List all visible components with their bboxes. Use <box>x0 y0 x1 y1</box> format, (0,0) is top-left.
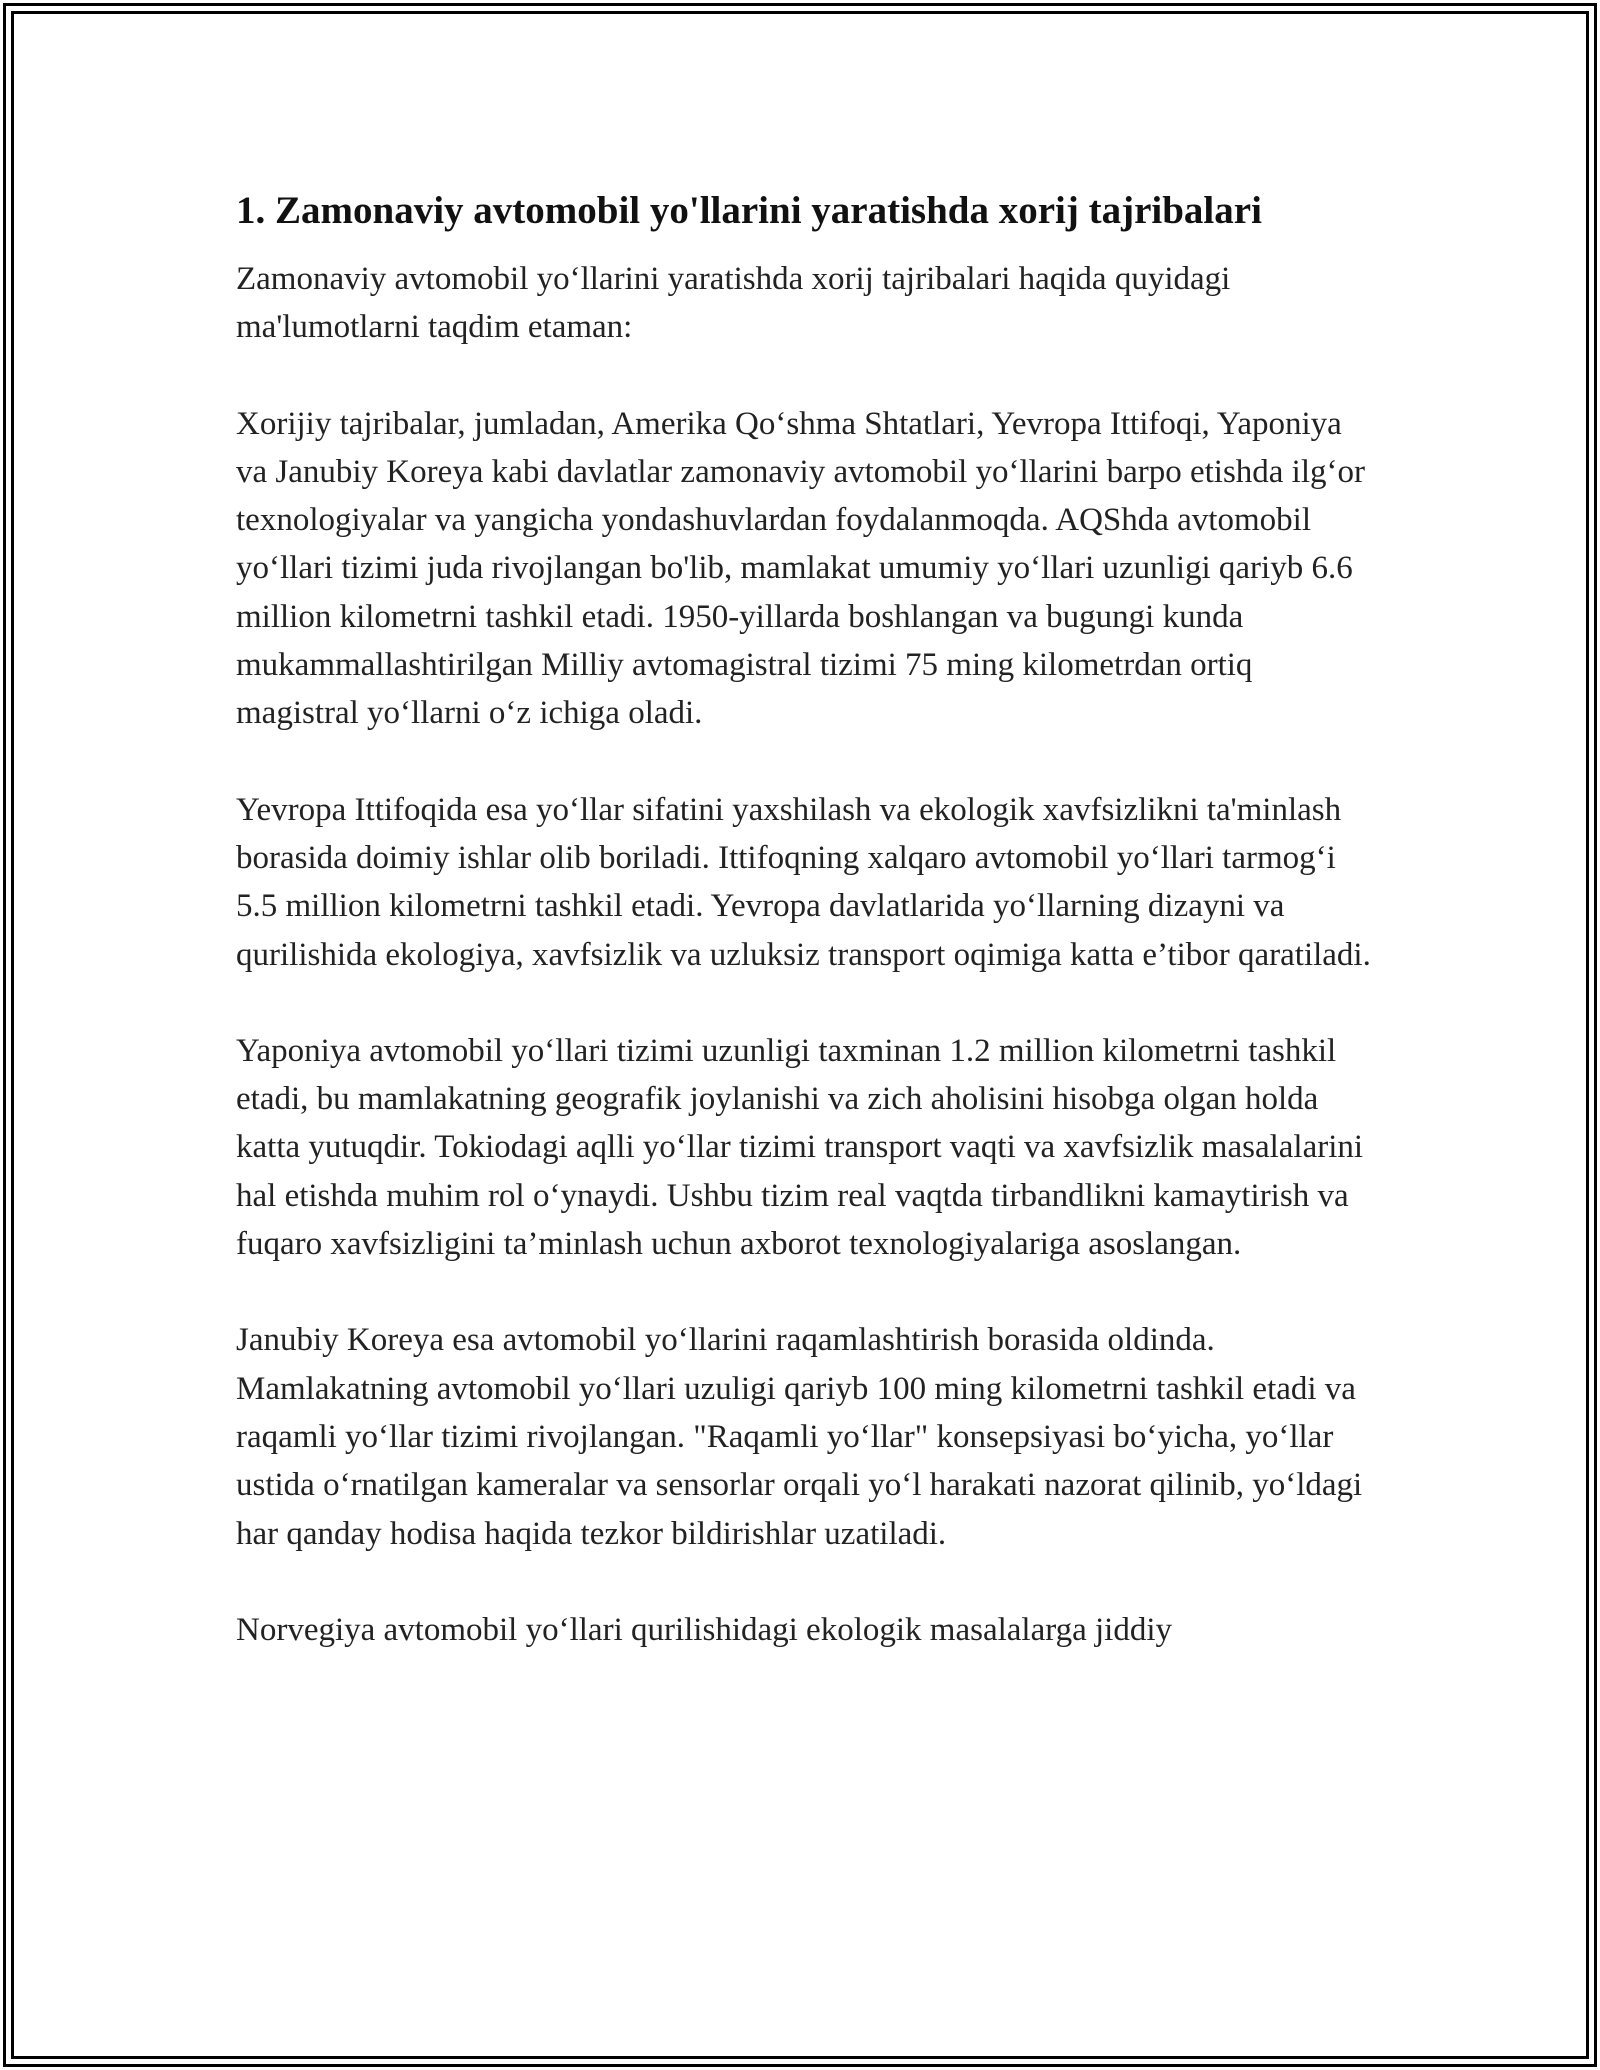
intro-paragraph: Zamonaviy avtomobil yo‘llarini yaratishda xorij tajribalari haqida quyidagi ma'lumotlarni taqdim etaman: <box>236 261 1231 346</box>
paragraph-korea: Janubiy Koreya esa avtomobil yo‘llarini raqamlashtirish borasida oldinda. Mamlakatning avtomobil yo‘llari uzuligi qariyb 100 ming kilometrni tashkil etadi va raqamli yo‘llar tizimi rivojlangan. "Raqamli yo‘llar" konsepsiyasi bo‘yicha, yo‘llar ustida o‘rnatilgan kameralar va sensorlar orqali yo‘l harakati nazorat qilinib, yo‘ldagi har qanday hodisa haqida tezkor bildirishlar uzatiladi. <box>236 1322 1363 1552</box>
paragraph-usa: Xorijiy tajribalar, jumladan, Amerika Qo‘shma Shtatlari, Yevropa Ittifoqi, Yaponiya va Janubiy Koreya kabi davlatlar zamonaviy avtomobil yo‘llarini barpo etishda ilg‘or texnologiyalar va yangicha yondashuvlardan foydalanmoqda. AQShda avtomobil yo‘llari tizimi juda rivojlangan bo'lib, mamlakat umumiy yo‘llari uzunligi qariyb 6.6 million kilometrni tashkil etadi. 1950-yillarda boshlangan va bugungi kunda mukammallashtirilgan Milliy avtomagistral tizimi 75 ming kilometrdan ortiq magistral yo‘llarni o‘z ichiga oladi. <box>236 405 1365 732</box>
section-heading: 1. Zamonaviy avtomobil yo'llarini yaratishda xorij tajribalari <box>236 189 1262 232</box>
paragraph-japan: Yaponiya avtomobil yo‘llari tizimi uzunligi taxminan 1.2 million kilometrni tashkil etadi, bu mamlakatning geografik joylanishi va zich aholisini hisobga olgan holda katta yutuqdir. Tokiodagi aqlli yo‘llar tizimi transport vaqti va xavfsizlik masalalarini hal etishda muhim rol o‘ynaydi. Ushbu tizim real vaqtda tirbandlikni kamaytirish va fuqaro xavfsizligini ta’minlash uchun axborot texnologiyalariga asoslangan. <box>236 1032 1364 1263</box>
paragraph-eu: Yevropa Ittifoqida esa yo‘llar sifatini yaxshilash va ekologik xavfsizlikni ta'minlash borasida doimiy ishlar olib boriladi. Ittifoqning xalqaro avtomobil yo‘llari tarmog‘i 5.5 million kilometrni tashkil etadi. Yevropa davlatlarida yo‘llarning dizayni va qurilishida ekologiya, xavfsizlik va uzluksiz transport oqimiga katta e’tibor qaratiladi. <box>236 791 1371 973</box>
paragraph-norway: Norvegiya avtomobil yo‘llari qurilishidagi ekologik masalalarga jiddiy <box>236 1611 1173 1648</box>
document-body <box>236 185 1371 1654</box>
